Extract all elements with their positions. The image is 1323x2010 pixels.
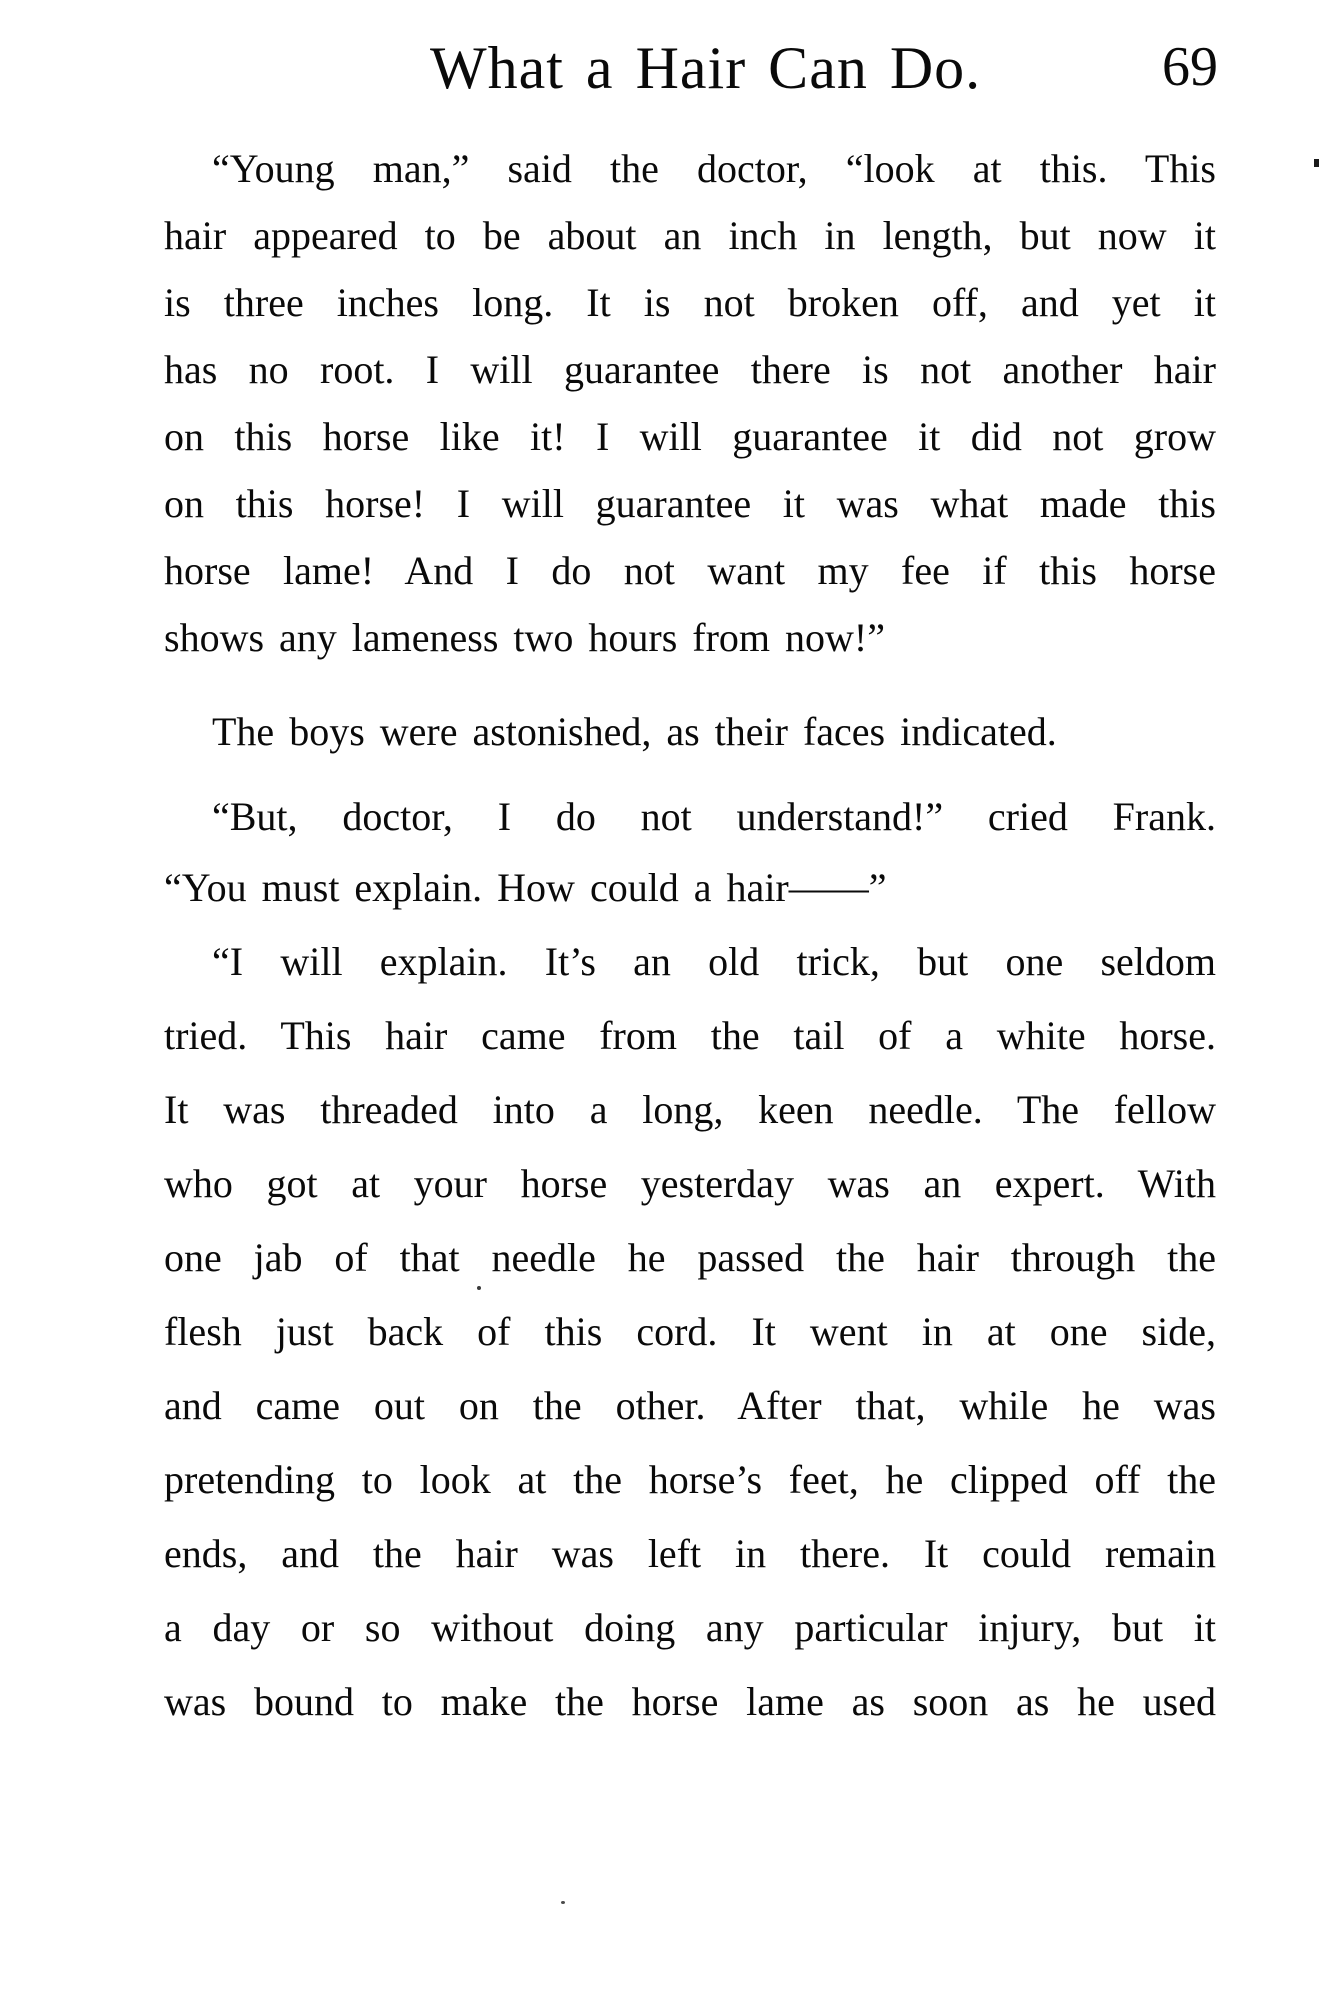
paragraph-1 xyxy=(164,135,1216,671)
text-line: “I will explain. It’s an old trick, but one seldom xyxy=(212,939,1216,984)
text-line: The boys were astonished, as their faces indicated. xyxy=(212,709,1057,754)
scan-artifact-dot xyxy=(477,1286,481,1290)
scan-artifact-dot xyxy=(561,1901,565,1904)
text-line: was bound to make the horse lame as soon as he used xyxy=(164,1679,1216,1724)
text-line: on this horse like it! I will guarantee it did not grow xyxy=(164,414,1216,459)
text-line: is three inches long. It is not broken off, and yet it xyxy=(164,280,1216,325)
paragraph-3 xyxy=(164,781,1216,923)
text-line: a day or so without doing any particular injury, but it xyxy=(164,1605,1216,1650)
text-line: tried. This hair came from the tail of a white horse. xyxy=(164,1013,1216,1058)
text-line: It was threaded into a long, keen needle. The fellow xyxy=(164,1087,1216,1132)
text-line: hair appeared to be about an inch in length, but now it xyxy=(164,213,1216,258)
paragraph-2 xyxy=(164,698,1216,765)
text-line: “Young man,” said the doctor, “look at this. This xyxy=(212,146,1216,191)
text-line: has no root. I will guarantee there is not another hair xyxy=(164,347,1216,392)
text-line: and came out on the other. After that, while he was xyxy=(164,1383,1216,1428)
text-line: flesh just back of this cord. It went in at one side, xyxy=(164,1309,1216,1354)
running-head-title: What a Hair Can Do. xyxy=(430,35,982,101)
text-line: ends, and the hair was left in there. It could remain xyxy=(164,1531,1216,1576)
text-line: pretending to look at the horse’s feet, he clipped off the xyxy=(164,1457,1216,1502)
scan-artifact-right-edge xyxy=(1314,159,1319,167)
text-line: “You must explain. How could a hair——” xyxy=(164,865,887,910)
text-line: “But, doctor, I do not understand!” cried Frank. xyxy=(212,794,1216,839)
text-line: who got at your horse yesterday was an expert. With xyxy=(164,1161,1216,1206)
text-line: horse lame! And I do not want my fee if this horse xyxy=(164,548,1216,593)
text-line: on this horse! I will guarantee it was what made this xyxy=(164,481,1216,526)
text-line: one jab of that needle he passed the hair through the xyxy=(164,1235,1216,1280)
text-line: shows any lameness two hours from now!” xyxy=(164,615,885,660)
paragraph-4 xyxy=(164,925,1216,1739)
page-number: 69 xyxy=(1162,36,1218,98)
